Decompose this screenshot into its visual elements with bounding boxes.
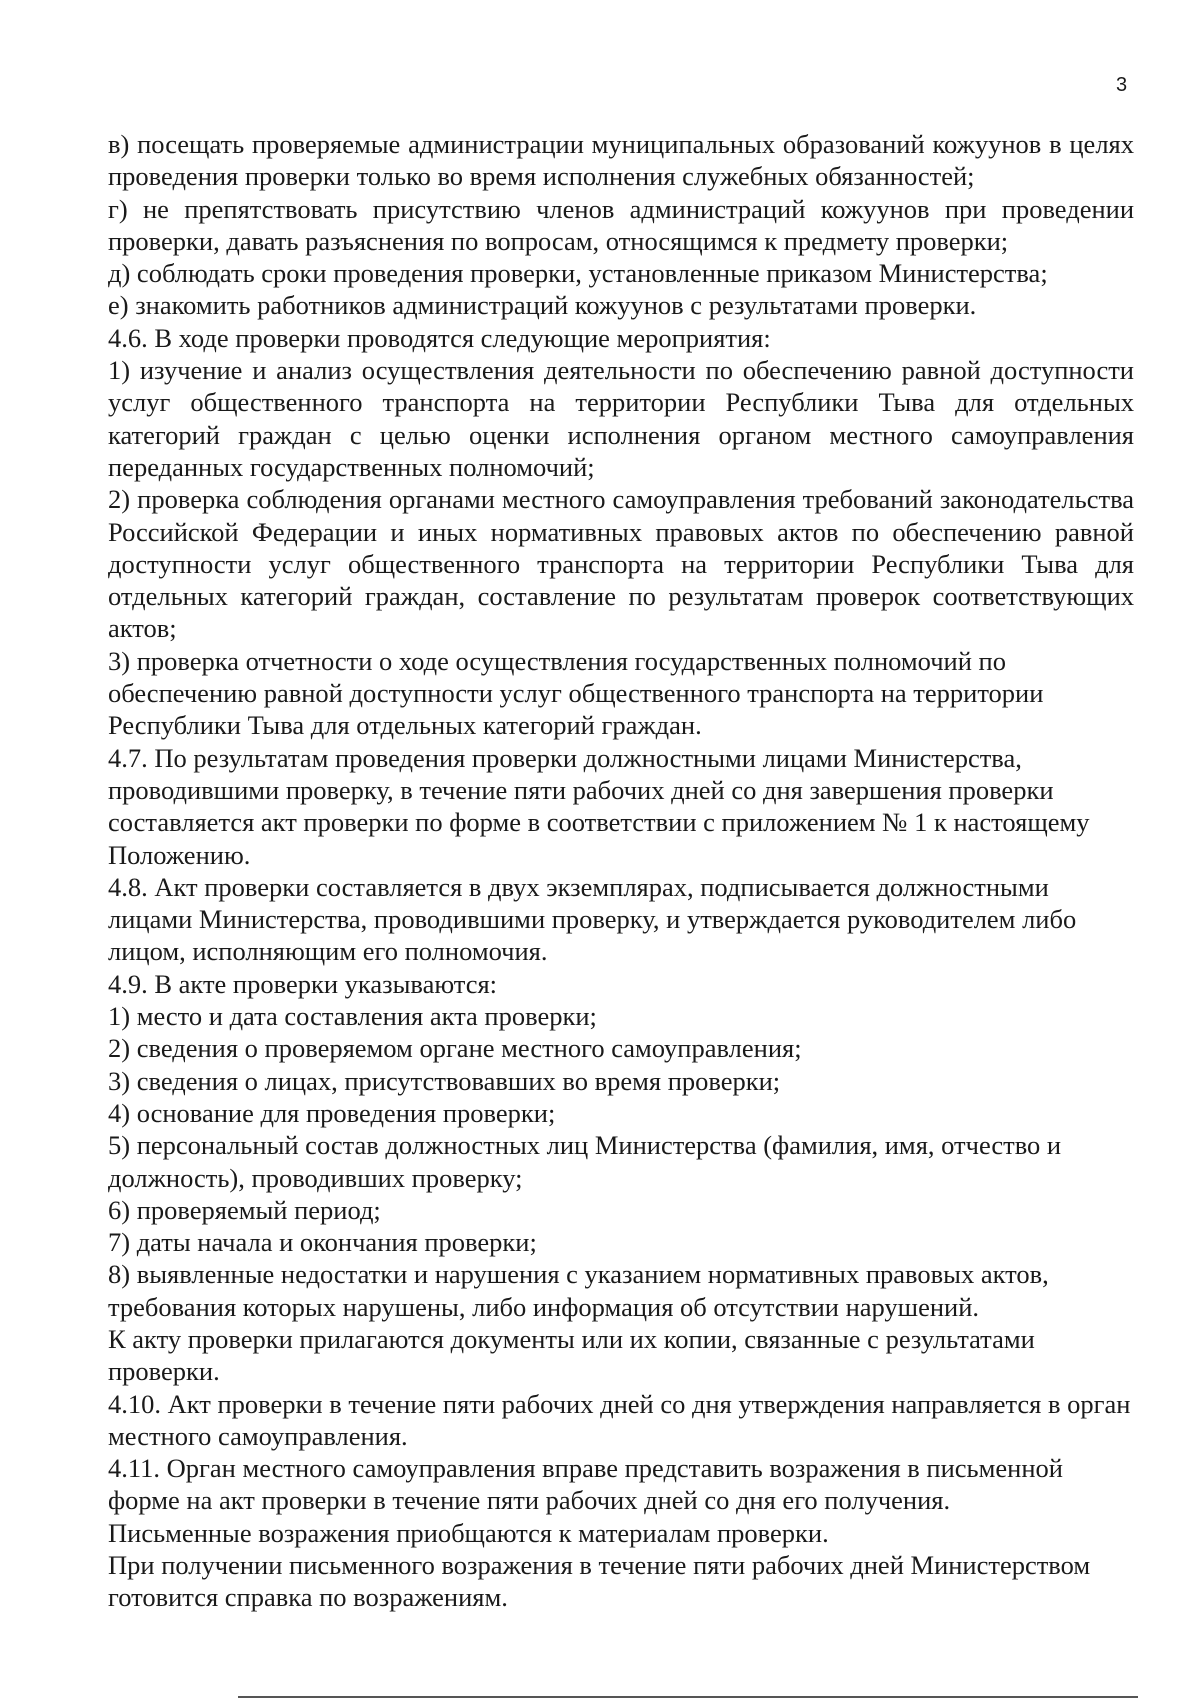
paragraph: Письменные возражения приобщаются к материалам проверки.: [108, 1517, 829, 1548]
paragraph: 2) проверка соблюдения органами местного самоуправления требований законодательства Российской Федерации и иных нормативных правовых актов по обеспечению равной доступности услуг общественного транспорта на территории Республики Тыва для отдельных категорий граждан, составление по результатам проверок соответствующих актов;: [108, 484, 1134, 644]
paragraph: 4.10. Акт проверки в течение пяти рабочих дней со дня утверждения направляется в орган местного самоуправления.: [108, 1388, 1131, 1451]
paragraph: 8) выявленные недостатки и нарушения с указанием нормативных правовых актов, требования которых нарушены, либо информация об отсутствии нарушений.: [108, 1259, 1049, 1322]
paragraph: К акту проверки прилагаются документы или их копии, связанные с результатами проверки.: [108, 1323, 1035, 1387]
document-body: [108, 128, 1134, 1614]
paragraph: 1) изучение и анализ осуществления деятельности по обеспечению равной доступности услуг общественного транспорта на территории Республики Тыва для отдельных категорий граждан с целью оценки исполнения органом местного самоуправления переданных государственных полномочий;: [108, 355, 1134, 482]
paragraph: 7) даты начала и окончания проверки;: [108, 1227, 537, 1258]
paragraph: 4) основание для проведения проверки;: [108, 1097, 556, 1128]
paragraph: е) знакомить работников администраций кожуунов с результатами проверки.: [108, 290, 977, 321]
bottom-divider: [238, 1696, 1138, 1698]
page-number: 3: [1116, 74, 1128, 96]
paragraph: 3) сведения о лицах, присутствовавших во время проверки;: [108, 1065, 781, 1096]
paragraph: При получении письменного возражения в течение пяти рабочих дней Министерством готовится справка по возражениям.: [108, 1550, 1091, 1613]
paragraph: 4.11. Орган местного самоуправления вправе представить возражения в письменной форме на акт проверки в течение пяти рабочих дней со дня его получения.: [108, 1453, 1063, 1516]
paragraph: в) посещать проверяемые администрации муниципальных образований кожуунов в целях проведения проверки только во время исполнения служебных обязанностей;: [108, 129, 1134, 192]
paragraph: 1) место и дата составления акта проверки;: [108, 1001, 597, 1032]
paragraph: 5) персональный состав должностных лиц Министерства (фамилия, имя, отчество и должность), проводивших проверку;: [108, 1130, 1062, 1193]
paragraph: 4.7. По результатам проведения проверки должностными лицами Министерства, проводившими проверку, в течение пяти рабочих дней со дня завершения проверки составляется акт проверки по форме в соответствии с приложением № 1 к настоящему Положению.: [108, 742, 1090, 870]
paragraph: 3) проверка отчетности о ходе осуществления государственных полномочий по обеспечению равной доступности услуг общественного транспорта на территории Республики Тыва для отдельных категорий граждан.: [108, 645, 1044, 741]
paragraph: д) соблюдать сроки проведения проверки, установленные приказом Министерства;: [108, 258, 1048, 289]
paragraph: г) не препятствовать присутствию членов администраций кожуунов при проведении проверки, давать разъяснения по вопросам, относящимся к предмету проверки;: [108, 193, 1134, 256]
paragraph: 2) сведения о проверяемом органе местного самоуправления;: [108, 1033, 802, 1064]
paragraph: 6) проверяемый период;: [108, 1194, 381, 1225]
paragraph: 4.6. В ходе проверки проводятся следующие мероприятия:: [108, 322, 771, 353]
paragraph: 4.9. В акте проверки указываются:: [108, 968, 498, 999]
paragraph: 4.8. Акт проверки составляется в двух экземплярах, подписывается должностными лицами Министерства, проводившими проверку, и утверждается руководителем либо лицом, исполняющим его полномочия.: [108, 871, 1077, 967]
